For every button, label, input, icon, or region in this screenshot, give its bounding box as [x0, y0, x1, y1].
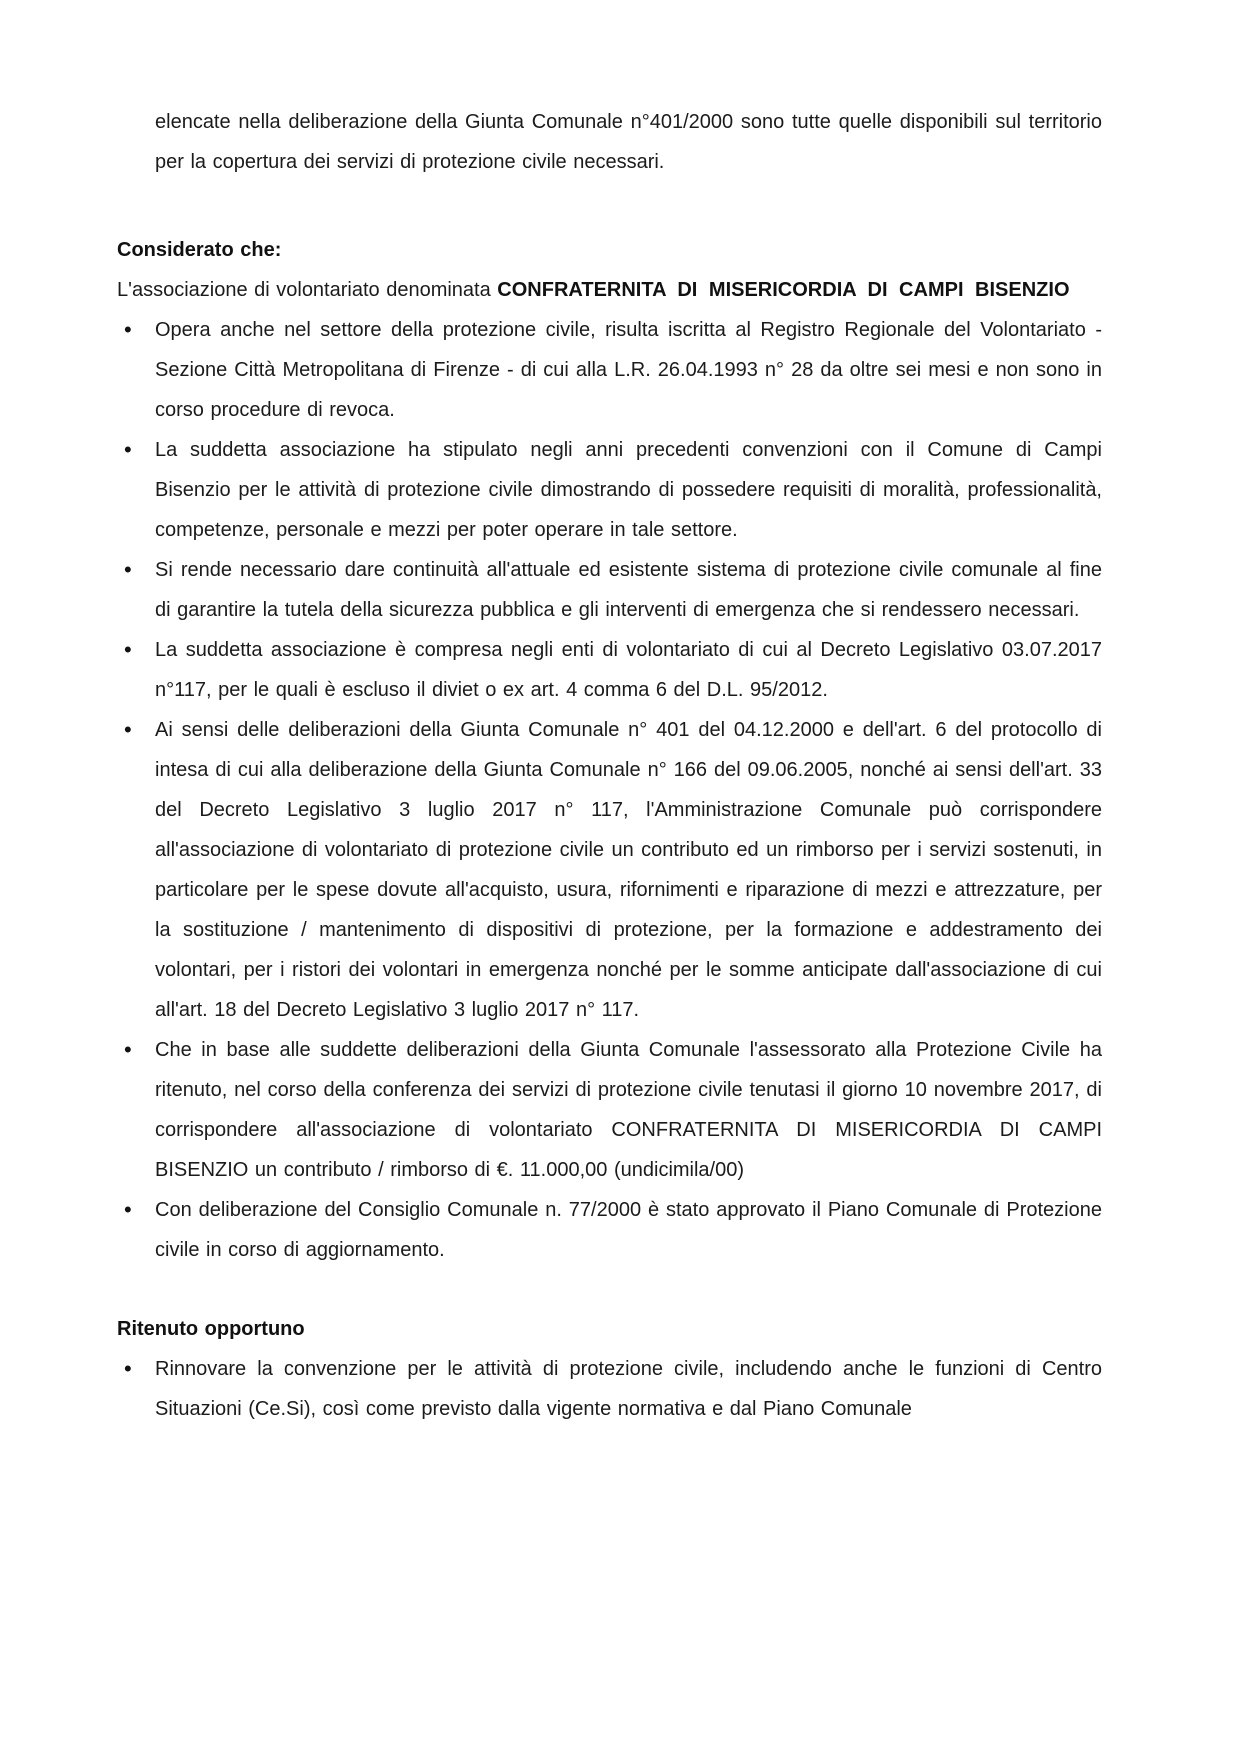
heading-considerato-che: Considerato che:: [117, 239, 282, 261]
bullet-item-ai-sensi: • Ai sensi delle deliberazioni della Giunta Comunale n° 401 del 04.12.2000 e dell'art. 6 del protocollo di intesa di cui alla deliberazione della Giunta Comunale n° 166 del 09.06.2005, nonché ai sensi dell'art. 33 del Decreto Legislativo 3 luglio 2017 n° 117, l'Amministrazione Comunale può corrispondere all'associazione di volontariato di protezione civile un contributo ed un rimborso per i servizi sostenuti, in particolare per le spese dovute all'acquisto, usura, rifornimenti e riparazione di mezzi e attrezzature, per la sostituzione / mantenimento di dispositivi di protezione, per la formazione e addestramento dei volontari, per i ristori dei volontari in emergenza nonché per le somme anticipate dall'associazione di cui all'art. 18 del Decreto Legislativo 3 luglio 2017 n° 117.: [117, 710, 1102, 1030]
bullet-item-contributo: • Che in base alle suddette deliberazioni della Giunta Comunale l'assessorato alla Protezione Civile ha ritenuto, nel corso della conferenza dei servizi di protezione civile tenutasi il giorno 10 novembre 2017, di corrispondere all'associazione di volontariato CONFRATERNITA DI MISERICORDIA DI CAMPI BISENZIO un contributo / rimborso di €. 11.000,00 (undicimila/00): [117, 1030, 1102, 1190]
heading-ritenuto-opportuno: Ritenuto opportuno: [117, 1318, 305, 1340]
association-lead-text: L'associazione di volontariato denominata: [117, 279, 491, 301]
intro-continuation-paragraph: elencate nella deliberazione della Giunta Comunale n°401/2000 sono tutte quelle disponibili sul territorio per la copertura dei servizi di protezione civile necessari.: [155, 111, 1102, 173]
bullet-item-stipulato: • La suddetta associazione ha stipulato negli anni precedenti convenzioni con il Comune di Campi Bisenzio per le attività di protezione civile dimostrando di possedere requisiti di moralità, professionalità, competenze, personale e mezzi per poter operare in tale settore.: [117, 430, 1102, 550]
bullet-item-compresa: • La suddetta associazione è compresa negli enti di volontariato di cui al Decreto Legislativo 03.07.2017 n°117, per le quali è escluso il diviet o ex art. 4 comma 6 del D.L. 95/2012.: [117, 630, 1102, 710]
bullet-item-continuita: • Si rende necessario dare continuità all'attuale ed esistente sistema di protezione civile comunale al fine di garantire la tutela della sicurezza pubblica e gli interventi di emergenza che si rendessero necessari.: [117, 550, 1102, 630]
bullet-item-opera: • Opera anche nel settore della protezione civile, risulta iscritta al Registro Regionale del Volontariato - Sezione Città Metropolitana di Firenze - di cui alla L.R. 26.04.1993 n° 28 da oltre sei mesi e non sono in corso procedure di revoca.: [117, 310, 1102, 430]
considerato-bullet-list: [117, 310, 1102, 1270]
association-name-bold: CONFRATERNITA DI MISERICORDIA DI CAMPI BISENZIO: [497, 279, 1070, 301]
bullet-item-rinnovare: • Rinnovare la convenzione per le attività di protezione civile, includendo anche le funzioni di Centro Situazioni (Ce.Si), così come previsto dalla vigente normativa e dal Piano Comunale: [117, 1349, 1102, 1429]
association-lead-paragraph: [117, 270, 1102, 310]
ritenuto-bullet-list: [117, 1349, 1102, 1429]
bullet-item-piano-comunale: • Con deliberazione del Consiglio Comunale n. 77/2000 è stato approvato il Piano Comunale di Protezione civile in corso di aggiornamento.: [117, 1190, 1102, 1270]
